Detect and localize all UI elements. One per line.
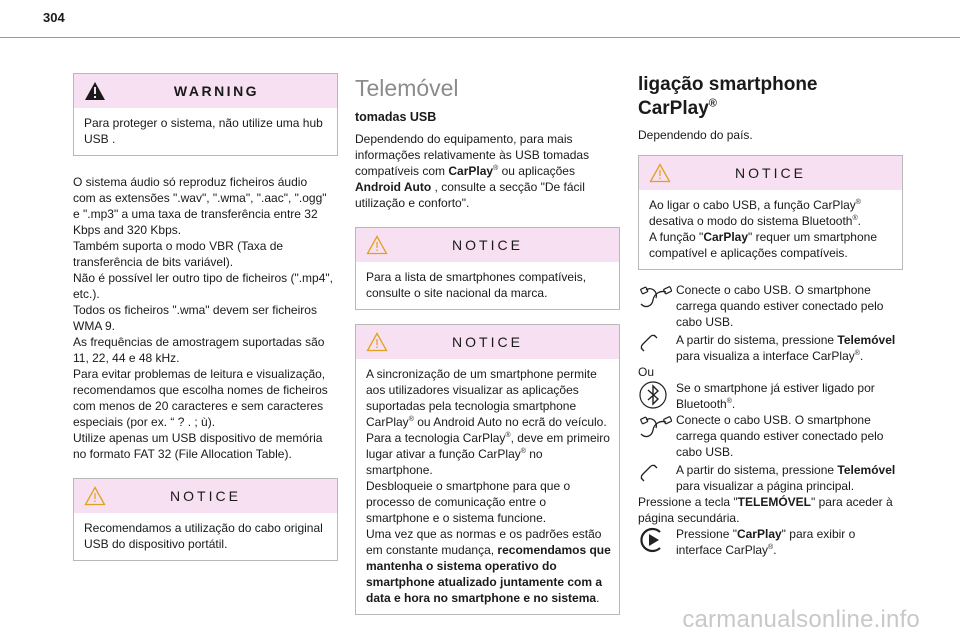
text-line: Kbps and 320 Kbps. bbox=[73, 223, 182, 237]
carplay-steps bbox=[638, 282, 903, 558]
notice-box bbox=[73, 478, 338, 561]
phone-handset-icon bbox=[638, 332, 658, 352]
notice-body: A sincronização de um smartphone permite aos utilizadores visualizar as aplicações suportadas pela tecnologia smartphone CarPlay® ou Android Auto no ecrã do veículo. Para a tecnologia CarPlay®, deve em primeiro lugar ativar a função CarPlay® no smartphone. Desbloqueie o smartphone para que o processo de comunicação entre o smartphone e o sistema funcione. Uma vez que as normas e os padrões estão em constante mudança, recomendamos que mantenha o sistema operativo do smartphone atualizado juntamente com a data e hora no smartphone e no sistema. bbox=[366, 367, 611, 605]
text-line: especiais (por ex. “ ? . ; ù). bbox=[73, 415, 216, 429]
text-line: O sistema áudio só reproduz ficheiros áudio bbox=[73, 175, 308, 189]
column-left bbox=[73, 73, 338, 561]
text-line: Também suporta o modo VBR (Taxa de bbox=[73, 239, 284, 253]
notice-header bbox=[356, 228, 619, 262]
warning-box bbox=[73, 73, 338, 156]
audio-info-text bbox=[73, 174, 338, 462]
text-line: 11, 22, 44 e 48 kHz. bbox=[73, 351, 180, 365]
notice-body: Recomendamos a utilização do cabo original USB do dispositivo portátil. bbox=[84, 521, 323, 551]
warning-header bbox=[74, 74, 337, 108]
column-middle bbox=[355, 73, 620, 615]
notice-box bbox=[638, 155, 903, 270]
step-press-telemovel: A partir do sistema, pressione Telemóvel para visualiza a interface CarPlay®. bbox=[638, 332, 903, 364]
usb-intro-text: Dependendo do equipamento, para mais informações relativamente às USB tomadas compatíveis com CarPlay® ou aplicações Android Auto , consulte a secção "De fácil utilização e conforto". bbox=[355, 132, 590, 210]
text-line: no formato FAT 32 (File Allocation Table). bbox=[73, 447, 292, 461]
text-line: com as extensões ".wav", ".wma", ".aac", ".ogg" bbox=[73, 191, 327, 205]
notice-title: NOTICE bbox=[735, 165, 806, 181]
text-line: Não é possível ler outro tipo de ficheiros (".mp4", bbox=[73, 271, 333, 285]
column-right bbox=[638, 73, 903, 558]
notice-header bbox=[74, 479, 337, 513]
country-note: Dependendo do país. bbox=[638, 128, 753, 142]
bluetooth-icon bbox=[638, 380, 668, 410]
text-line: recomendamos que escolha nomes de ficheiros bbox=[73, 383, 328, 397]
text-line: com menos de 20 caracteres e sem caracteres bbox=[73, 399, 324, 413]
text-line: WMA 9. bbox=[73, 319, 116, 333]
page-number: 304 bbox=[43, 10, 65, 25]
notice-body: Para a lista de smartphones compatíveis, consulte o site nacional da marca. bbox=[366, 270, 587, 300]
notice-header bbox=[639, 156, 902, 190]
header-divider bbox=[0, 37, 960, 38]
subheading-usb: tomadas USB bbox=[355, 110, 437, 124]
step-bluetooth: Se o smartphone já estiver ligado por Bluetooth®. bbox=[638, 380, 903, 412]
warning-body: Para proteger o sistema, não utilize uma hub USB . bbox=[84, 116, 323, 146]
text-line: Utilize apenas um USB dispositivo de memória bbox=[73, 431, 323, 445]
text-line: Para evitar problemas de leitura e visualização, bbox=[73, 367, 326, 381]
step-connect-usb-2: Conecte o cabo USB. O smartphone carrega quando estiver conectado pelo cabo USB. bbox=[638, 412, 903, 460]
or-text: Ou bbox=[638, 365, 655, 379]
usb-cable-icon bbox=[638, 282, 672, 312]
phone-handset-icon bbox=[638, 462, 658, 482]
step-press-carplay: Pressione "CarPlay" para exibir o interface CarPlay®. bbox=[638, 526, 903, 558]
step-press-telemovel-2: A partir do sistema, pressione Telemóvel para visualizar a página principal. bbox=[638, 462, 903, 494]
step-connect-usb: Conecte o cabo USB. O smartphone carrega quando estiver conectado pelo cabo USB. bbox=[638, 282, 903, 330]
notice-box bbox=[355, 324, 620, 615]
notice-body: Ao ligar o cabo USB, a função CarPlay® desativa o modo do sistema Bluetooth®. A função "CarPlay" requer um smartphone compatível e aplicações compatíveis. bbox=[649, 198, 878, 260]
text-line: transferência de bits variável). bbox=[73, 255, 234, 269]
carplay-icon bbox=[638, 526, 666, 554]
watermark: carmanualsonline.info bbox=[682, 606, 920, 633]
notice-title: NOTICE bbox=[452, 237, 523, 253]
section-heading-carplay: ligação smartphone CarPlay® bbox=[638, 74, 818, 119]
notice-title: NOTICE bbox=[452, 334, 523, 350]
text-line: etc.). bbox=[73, 287, 100, 301]
text-line: Todos os ficheiros ".wma" devem ser ficheiros bbox=[73, 303, 317, 317]
press-telemovel-key-text: Pressione a tecla "TELEMÓVEL" para aceder à página secundária. bbox=[638, 495, 893, 525]
text-line: As frequências de amostragem suportadas são bbox=[73, 335, 325, 349]
text-line: e ".mp3" a uma taxa de transferência entre 32 bbox=[73, 207, 318, 221]
notice-box bbox=[355, 227, 620, 310]
notice-title: NOTICE bbox=[170, 488, 241, 504]
warning-title: WARNING bbox=[173, 83, 260, 99]
section-heading-telemovel: Telemóvel bbox=[355, 75, 459, 101]
notice-header bbox=[356, 325, 619, 359]
usb-cable-icon bbox=[638, 412, 672, 442]
